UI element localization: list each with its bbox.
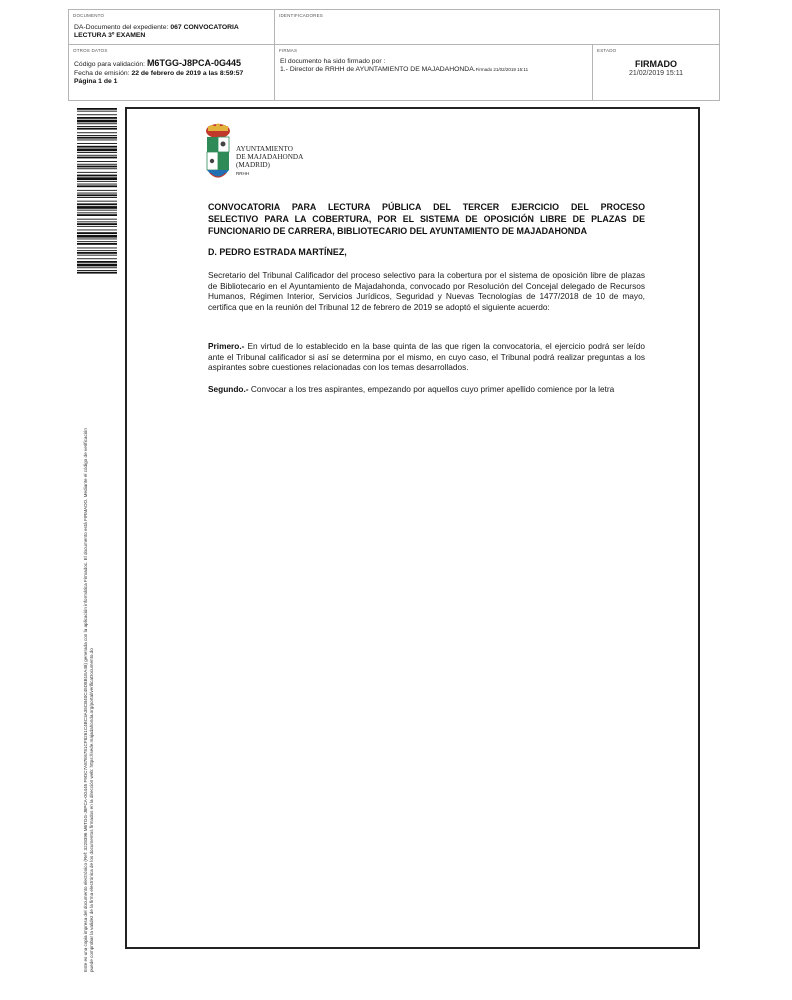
estado-label: ESTADO <box>597 48 617 53</box>
codigo-label: Código para validación: <box>74 61 147 68</box>
firmas-signer: 1.- Director de RRHH de AYUNTAMIENTO DE MAJADAHONDA. <box>280 66 476 73</box>
side-text-line2: puede comprobar la validez de la firma electrónica de los documentos firmados en la dirección web: https://sede.majadahonda.org/portal/verificaDocumento.do <box>88 648 94 972</box>
codigo-value[interactable]: M6TGG-J8PCA-0G445 <box>146 58 241 68</box>
fecha-label: Fecha de emisión: <box>74 70 132 77</box>
org-line2: DE MAJADAHONDA <box>236 153 304 161</box>
codigo-line <box>74 59 241 69</box>
firmas-date: Firmado 21/02/2019 15:11 <box>475 67 529 72</box>
segundo-lead: Segundo.- <box>208 384 249 394</box>
document-title-line3: FUNCIONARIO DE CARRERA, BIBLIOTECARIO DEL AYUNTAMIENTO DE MAJADAHONDA <box>208 226 588 236</box>
documento-cell <box>68 9 275 45</box>
side-verification-text <box>83 272 94 972</box>
paragraph-segundo <box>208 384 645 395</box>
document-title-line2: SELECTIVO PARA LA COBERTURA, POR EL SISTEMA DE OPOSICIÓN LIBRE DE PLAZAS DE <box>208 214 645 224</box>
fecha-line <box>74 70 243 78</box>
documento-line2 <box>74 32 145 40</box>
paragraph-primero <box>208 341 645 373</box>
fecha-value: 22 de febrero de 2019 a las 8:59:57 <box>131 70 244 77</box>
side-text-line1: Este es una copia impresa del documento electrónico (Ref: 3228396 M6TGG-J8PCA-0G445 F9DC7A87E6781CF8261C4BC3A35CB40C45D8B1EA48) generada con la aplicación informática Firmadoc. El documento está FIRMADO. Mediante el código de verificación <box>83 428 88 972</box>
documento-bold: 067 CONVOCATORIA <box>170 24 239 31</box>
paragraph-intro: Secretario del Tribunal Calificador del proceso selectivo para la cobertura por el sistema de oposición libre de plazas de Bibliotecario en el Ayuntamiento de Majadahonda, convocado por Resolución del Concejal delegado de Recursos Humanos, Régimen Interior, Servicios Jurídicos, Seguridad y Nuevas Tecnologías de 1477/2018 de 10 de mayo, certifica que en la reunión del Tribunal 12 de febrero de 2019 se adoptó el siguiente acuerdo: <box>208 270 645 312</box>
otros-datos-cell <box>68 44 275 101</box>
org-department: RRHH <box>236 171 249 176</box>
org-line3: (MADRID) <box>236 161 270 169</box>
primero-text: En virtud de lo establecido en la base quinta de las que rigen la convocatoria, el ejercicio podrá ser leído ante el Tribunal calificador si así se determina por el mismo, en cuyo caso, el Tribunal podrá realizar preguntas a los aspirantes sobre cuestiones relacionadas con los temas desarrollados. <box>208 341 645 373</box>
identificadores-label: IDENTIFICADORES <box>279 13 324 18</box>
segundo-text: Convocar a los tres aspirantes, empezando por aquellos cuyo primer apellido comience por la letra <box>248 384 615 394</box>
documento-label: DOCUMENTO <box>73 13 105 18</box>
document-title-line1: CONVOCATORIA PARA LECTURA PÚBLICA DEL TERCER EJERCICIO DEL PROCESO <box>208 202 645 212</box>
firmas-label: FIRMAS <box>279 48 298 53</box>
signatory-name: D. PEDRO ESTRADA MARTÍNEZ, <box>208 247 347 257</box>
estado-value: FIRMADO <box>635 59 677 69</box>
estado-cell <box>592 44 720 101</box>
estado-date: 21/02/2019 15:11 <box>629 70 683 77</box>
pagina-value: Página 1 de 1 <box>74 78 118 85</box>
firmas-cell <box>274 44 593 101</box>
primero-lead: Primero.- <box>208 341 245 351</box>
pagina-line <box>74 78 117 86</box>
otros-datos-label: OTROS DATOS <box>73 48 108 53</box>
identificadores-cell <box>274 9 720 45</box>
documento-line1 <box>74 24 239 32</box>
coat-of-arms-logo <box>203 123 233 185</box>
org-line1: AYUNTAMIENTO <box>236 145 293 153</box>
firmas-line1: El documento ha sido firmado por : <box>280 58 386 65</box>
documento-line2-text: LECTURA 3º EXAMEN <box>74 32 146 39</box>
barcode-image <box>77 108 117 276</box>
firmas-line2 <box>280 66 528 74</box>
documento-prefix: DA-Documento del expediente: <box>74 24 171 31</box>
